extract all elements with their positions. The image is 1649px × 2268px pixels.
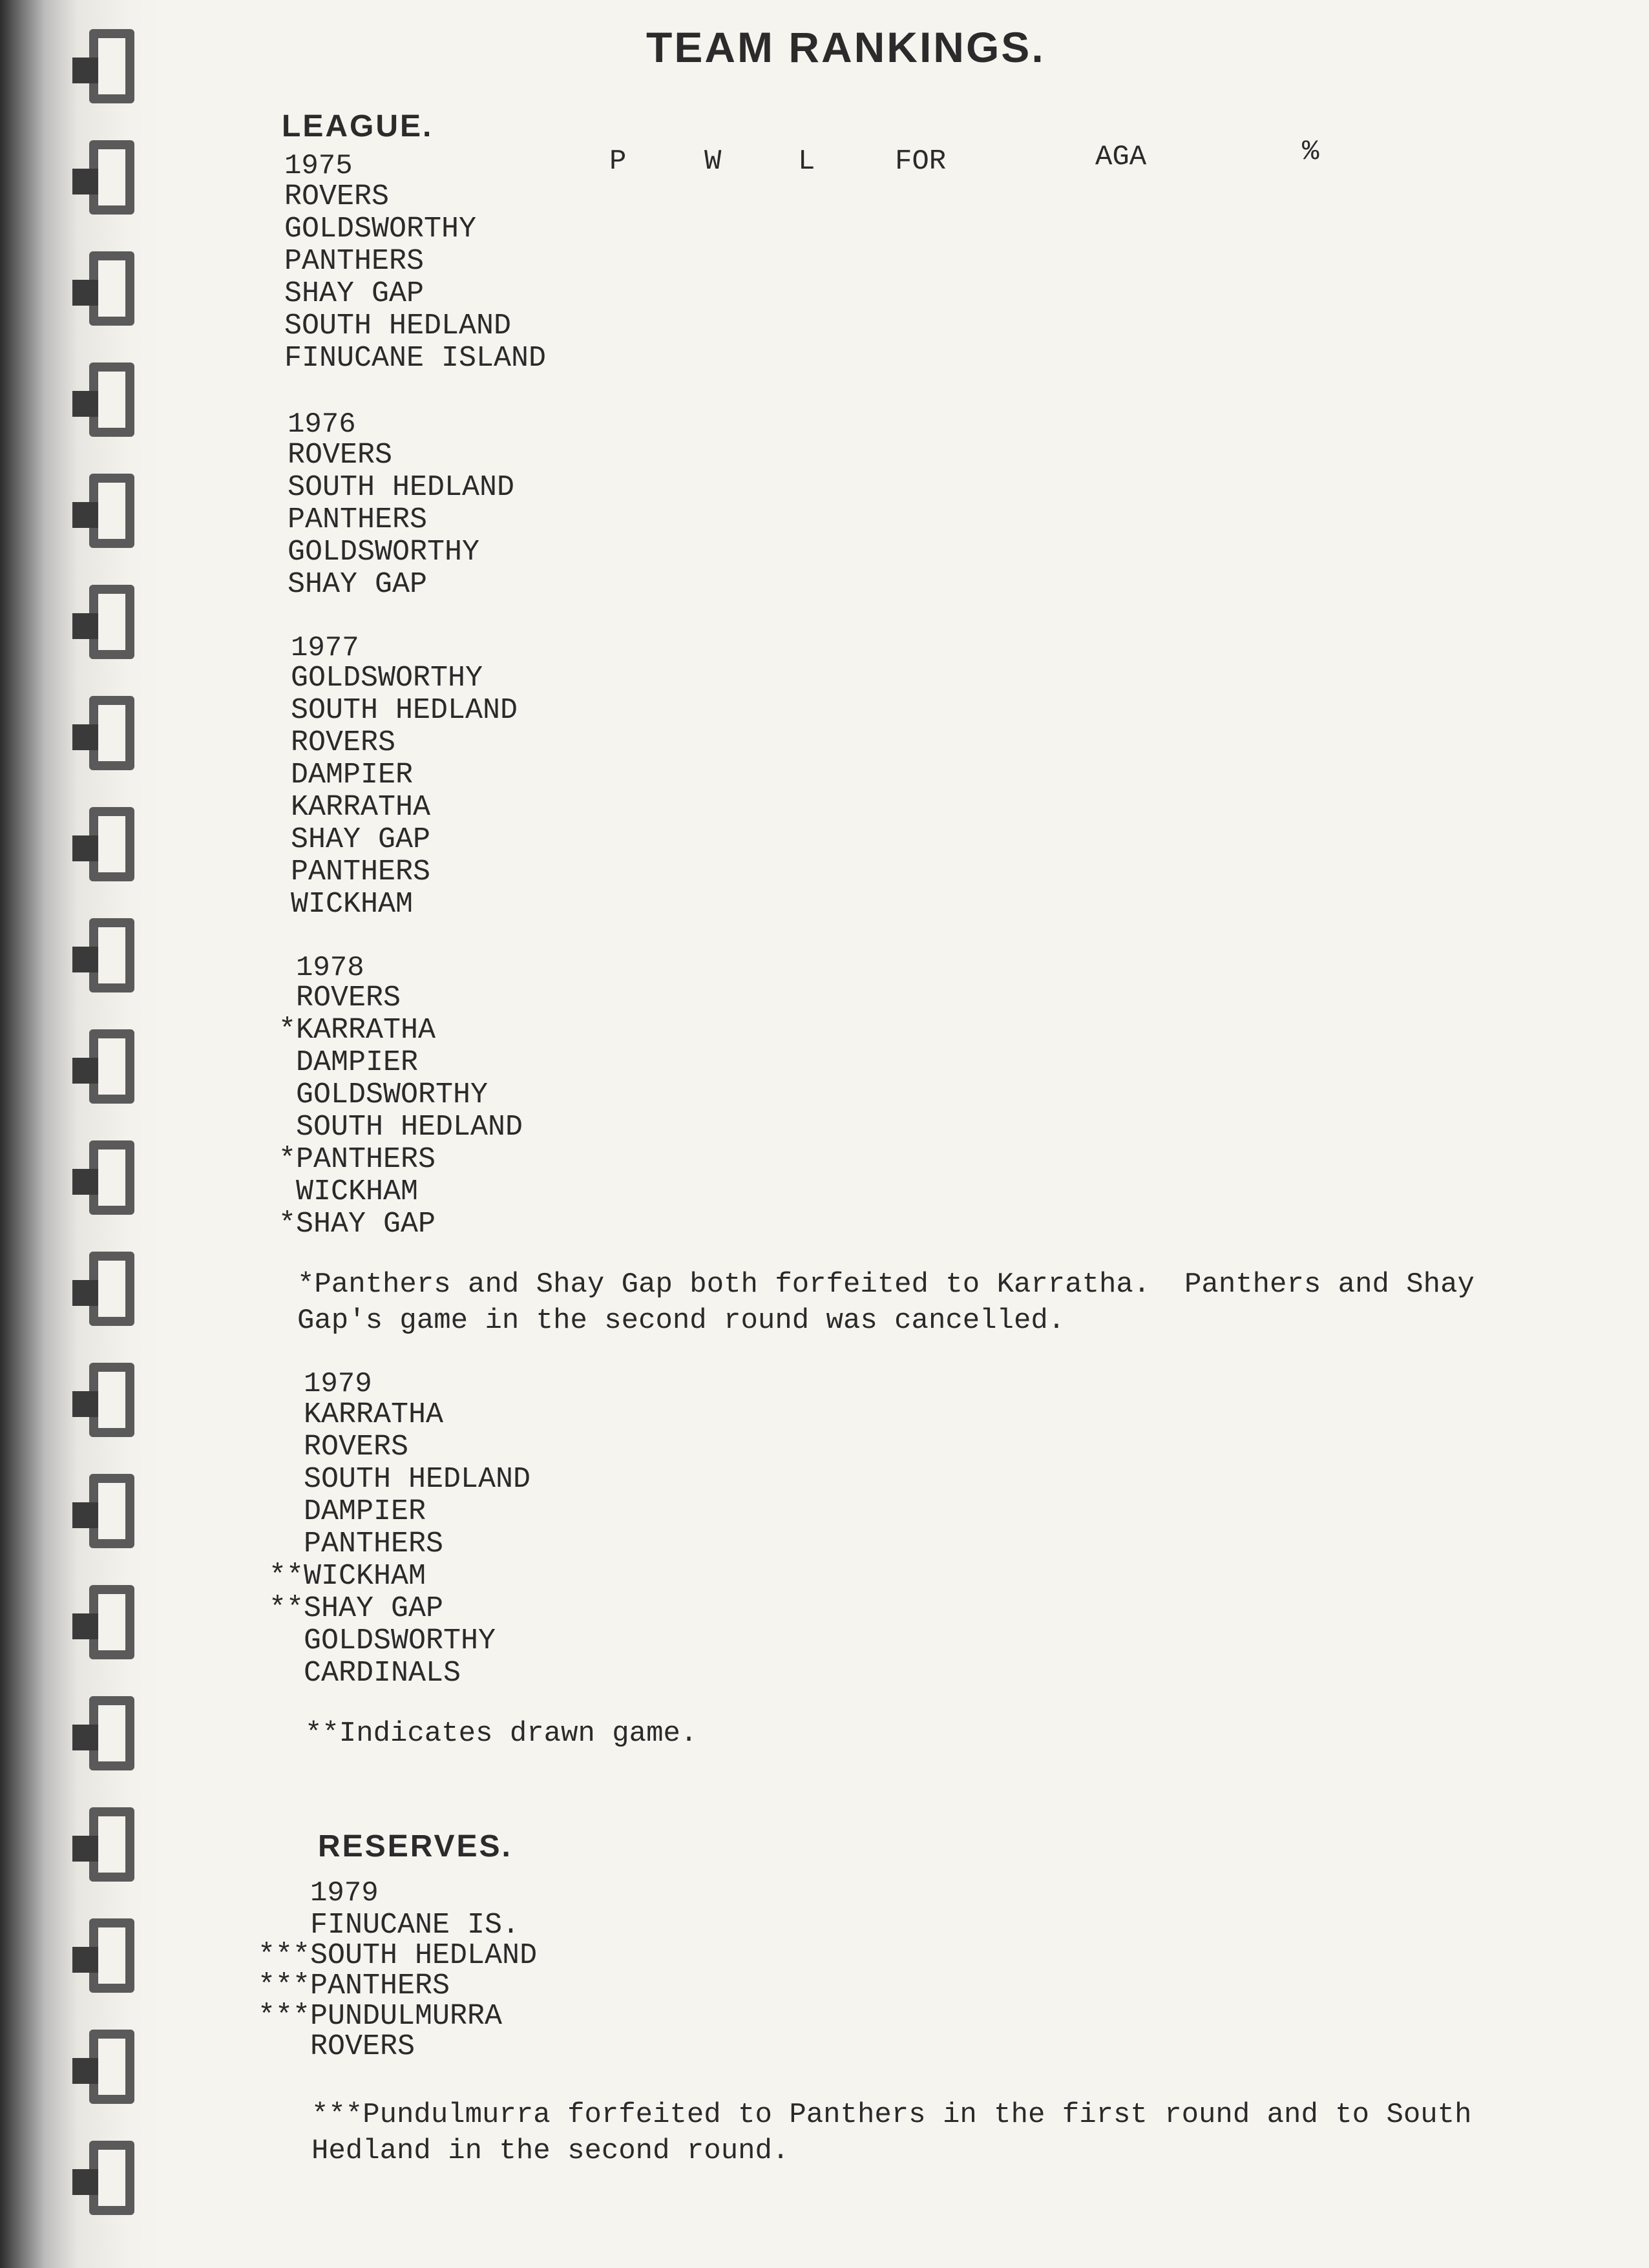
team-name: PANTHERS — [291, 856, 431, 888]
season-year: 1979 — [310, 1877, 379, 1909]
season-year: 1975 — [284, 150, 353, 182]
team-name: ROVERS — [284, 180, 390, 213]
col-header-w: W — [704, 145, 722, 178]
team-name: FINUCANE ISLAND — [284, 342, 547, 375]
team-name: ***SOUTH HEDLAND — [258, 1939, 538, 1972]
team-name: *SHAY GAP — [278, 1208, 436, 1241]
team-name: PANTHERS — [284, 245, 425, 278]
team-name: ROVERS — [291, 726, 396, 759]
team-name: ROVERS — [288, 439, 393, 472]
team-name: CARDINALS — [304, 1657, 461, 1690]
team-name: GOLDSWORTHY — [291, 662, 483, 695]
team-name: ***PUNDULMURRA — [258, 2000, 503, 2033]
season-year: 1976 — [288, 408, 356, 441]
team-name: SOUTH HEDLAND — [288, 471, 515, 504]
team-name: ***PANTHERS — [258, 1969, 450, 2002]
team-name: SOUTH HEDLAND — [291, 694, 518, 727]
season-year: 1979 — [304, 1368, 372, 1400]
team-name: SHAY GAP — [284, 277, 425, 310]
team-name: *KARRATHA — [278, 1014, 436, 1047]
team-name: SOUTH HEDLAND — [284, 310, 512, 342]
col-header-aga: AGA — [1095, 141, 1147, 173]
team-name: WICKHAM — [296, 1175, 419, 1208]
team-name: GOLDSWORTHY — [284, 213, 477, 246]
team-name: WICKHAM — [291, 888, 414, 921]
team-name: GOLDSWORTHY — [288, 536, 480, 569]
footnote: **Indicates drawn game. — [305, 1717, 698, 1750]
team-name: KARRATHA — [291, 791, 431, 824]
col-header-pct: % — [1302, 136, 1319, 168]
col-header-l: L — [798, 145, 815, 178]
team-name: **WICKHAM — [269, 1560, 426, 1593]
league-heading: LEAGUE. — [282, 109, 434, 143]
footnote: *Panthers and Shay Gap both forfeited to Karratha. Panthers and Shay Gap's game in the second round was cancelled. — [297, 1268, 1492, 1337]
reserves-heading: RESERVES. — [318, 1829, 512, 1864]
team-name: KARRATHA — [304, 1398, 444, 1431]
team-name: ROVERS — [304, 1431, 409, 1464]
season-year: 1977 — [291, 632, 359, 664]
team-name: PANTHERS — [288, 503, 428, 536]
team-name: PANTHERS — [304, 1528, 444, 1560]
team-name: ROVERS — [296, 982, 401, 1014]
team-name: *PANTHERS — [278, 1143, 436, 1176]
team-name: FINUCANE IS. — [310, 1909, 520, 1942]
season-year: 1978 — [296, 952, 364, 984]
team-name: DAMPIER — [304, 1495, 426, 1528]
team-name: SHAY GAP — [288, 568, 428, 601]
team-name: SOUTH HEDLAND — [304, 1463, 531, 1496]
team-name: GOLDSWORTHY — [296, 1078, 488, 1111]
page-title: TEAM RANKINGS. — [646, 23, 1045, 71]
team-name: ROVERS — [310, 2030, 415, 2063]
footnote: ***Pundulmurra forfeited to Panthers in the first round and to South Hedland in the second round. — [311, 2099, 1489, 2167]
team-name: SOUTH HEDLAND — [296, 1111, 523, 1144]
col-header-for: FOR — [895, 145, 947, 178]
team-name: GOLDSWORTHY — [304, 1624, 496, 1657]
team-name: DAMPIER — [296, 1046, 419, 1079]
team-name: **SHAY GAP — [269, 1592, 444, 1625]
team-name: DAMPIER — [291, 759, 414, 792]
col-header-p: P — [609, 145, 627, 178]
team-name: SHAY GAP — [291, 823, 431, 856]
